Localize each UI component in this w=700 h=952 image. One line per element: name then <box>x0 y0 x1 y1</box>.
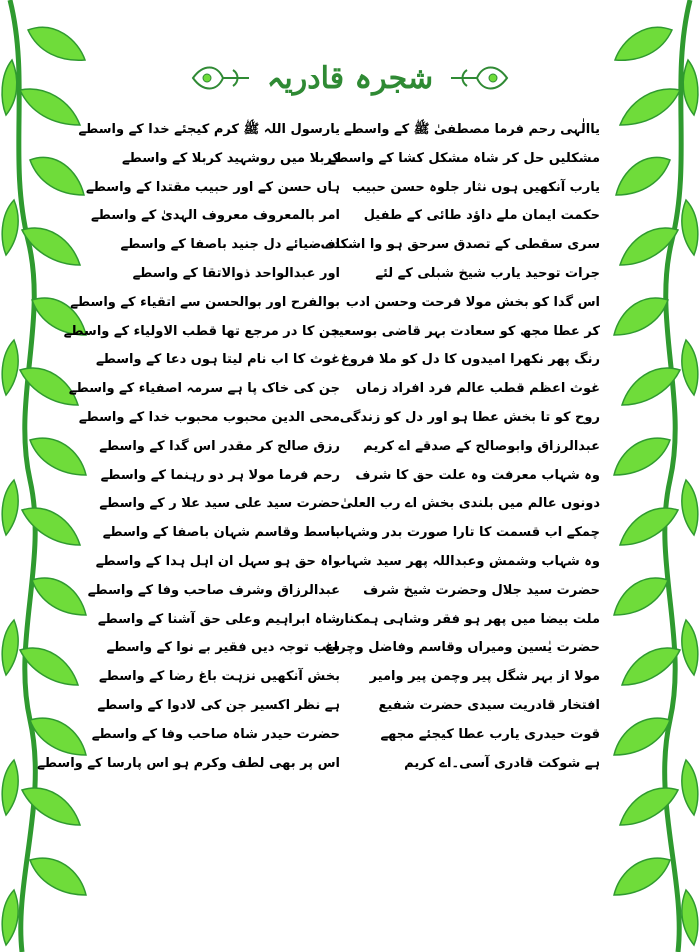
verse-second-line: اور عبدالواحد ذوالاتقا کے واسطے <box>132 265 340 281</box>
verse-first-line: دونوں عالم میں بلندی بخش اے رب العلیٰ <box>340 496 600 512</box>
title-banner <box>0 50 700 106</box>
verse-second-line: حضرت سید علی سید علا ر کے واسطے <box>99 496 340 512</box>
verse-first-line: حکمت ایمان ملے داؤد طائی کے طفیل <box>363 208 600 224</box>
verse-first-line: وہ شہاب وشمش وعبداللہ پھر سید شہاب <box>333 553 600 569</box>
verse-first-line: جرات توحید یارب شیخ شبلی کے لئے <box>375 265 600 281</box>
verse-second-line: رزق صالح کر مقدر اس گدا کے واسطے <box>99 438 340 454</box>
verse-first-line: وہ شہاب معرفت وہ علت حق کا شرف <box>355 467 600 483</box>
verse-second-line: امر بالمعروف معروف الہدیٰ کے واسطے <box>91 208 340 224</box>
verse-second-line: سب توجہ دیں فقیر بے نوا کے واسطے <box>106 640 340 656</box>
ornament-left-icon <box>189 60 253 96</box>
verse-second-line: ہے نظر اکسیر جن کی لادوا کے واسطے <box>97 697 340 713</box>
verse-second-line: شاہ ابراہیم وعلی حق آشنا کے واسطے <box>97 611 340 627</box>
verse-row <box>100 519 600 548</box>
verse-row <box>70 289 600 318</box>
verse-second-line: دے ضیائے دل جنید باصفا کے واسطے <box>120 237 340 253</box>
verse-row <box>100 231 600 260</box>
verse-row <box>100 634 600 663</box>
verse-first-line: مشکلیں حل کر شاہ مشکل کشا کے واسطے <box>328 150 600 166</box>
verse-first-line: ہے شوکت قادری آسی۔اے کریم <box>404 755 600 771</box>
verse-row <box>100 433 600 462</box>
verse-row <box>100 490 600 519</box>
verse-row <box>91 721 600 750</box>
verse-first-line: قوت حیدری یارب عطا کیجئے مجھے <box>380 726 600 742</box>
verse-row <box>87 577 600 606</box>
verse-row <box>86 174 600 203</box>
verse-second-line: غوث کا اب نام لیتا ہوں دعا کے واسطے <box>95 352 340 368</box>
verse-first-line: چمکے اب قسمت کا تارا صورت بدر وشہاب <box>331 525 600 541</box>
verse-first-line: یارب آنکھیں ہوں نثار جلوہ حسن حبیب <box>352 179 600 195</box>
verse-first-line: حضرت یٰسین ومیراں وقاسم وفاضل وچراغ <box>324 640 600 656</box>
verse-first-line: مولا از بہر شگل پیر وچمن پیر وامیر <box>369 669 600 685</box>
vine-leaf-icon <box>610 0 700 952</box>
verse-first-line: حضرت سید جلال وحضرت شیخ شرف <box>363 582 600 598</box>
verse-first-line: غوث اعظم قطب عالم فرد افراد زماں <box>355 381 600 397</box>
verse-second-line: بخش آنکھیں نزہت باغ رضا کے واسطے <box>99 669 340 685</box>
verse-second-line: رحم فرما مولا ہر دو رہنما کے واسطے <box>100 467 340 483</box>
verse-second-line: اس پر بھی لطف وکرم ہو اس پارسا کے واسطے <box>37 755 340 771</box>
verse-second-line: بوالفرح اور بوالحسن سے اتقیاء کے واسطے <box>70 294 340 310</box>
verse-row <box>95 548 600 577</box>
verse-second-line: محی الدین محبوب محبوب خدا کے واسطے <box>78 409 340 425</box>
verse-first-line: ملت بیضا میں پھر ہو فقر وشاہی ہمکنار <box>336 611 600 627</box>
left-vine-border <box>0 0 90 952</box>
verse-second-line: جن کی خاک پا ہے سرمہ اصفیاء کے واسطے <box>68 381 340 397</box>
verse-row <box>63 318 600 347</box>
verse-row <box>100 663 600 692</box>
verse-row <box>68 375 600 404</box>
verse-row <box>100 145 600 174</box>
ornament-right-icon <box>447 60 511 96</box>
verse-first-line: یاالٰہی رحم فرما مصطفیٰ ﷺ کے واسطے <box>343 122 600 137</box>
verse-list <box>37 116 600 778</box>
verse-first-line: اس گدا کو بخش مولا فرحت وحسن ادب <box>345 294 600 310</box>
verse-row <box>37 750 600 779</box>
verse-row <box>100 462 600 491</box>
verse-row <box>91 202 600 231</box>
verse-second-line: حضرت حیدر شاہ صاحب وفا کے واسطے <box>91 726 340 742</box>
verse-second-line: ہاں حسن کے اور حبیب مقتدا کے واسطے <box>86 179 340 195</box>
verse-second-line: یارسول اللہ ﷺ کرم کیجئے خدا کے واسطے <box>78 122 340 137</box>
verse-first-line: کر عطا مجھ کو سعادت بہر قاضی بوسعید <box>331 323 600 339</box>
verse-row <box>97 606 600 635</box>
verse-row <box>78 404 600 433</box>
verse-row <box>97 692 600 721</box>
verse-first-line: افتخار قادریت سیدی حضرت شفیع <box>378 697 600 713</box>
verse-first-line: سری سقطی کے تصدق سرحق ہو وا اشکاف <box>320 237 600 253</box>
verse-first-line: عبدالرزاق وابوصالح کے صدقے اے کریم <box>363 438 600 454</box>
vine-leaf-icon <box>0 0 90 952</box>
verse-row <box>78 116 600 145</box>
verse-row <box>95 346 600 375</box>
verse-first-line: رنگ پھر نکھرا امیدوں کا دل کو ملا فروغ <box>340 352 600 368</box>
verse-second-line: راہ حق ہو سہل ان اہل ہدا کے واسطے <box>95 553 340 569</box>
verse-second-line: باسط وقاسم شہان باصفا کے واسطے <box>102 525 340 541</box>
verse-second-line: کربلا میں روشہید کربلا کے واسطے <box>121 150 340 166</box>
right-vine-border <box>610 0 700 952</box>
verse-first-line: روح کو تا بخش عطا ہو اور دل کو زندگی <box>339 409 600 425</box>
page-title: شجرہ قادریہ <box>266 60 434 96</box>
verse-second-line: عبدالرزاق وشرف صاحب وفا کے واسطے <box>87 582 340 598</box>
verse-row <box>100 260 600 289</box>
verse-second-line: جن کا در مرجع تھا قطب الاولیاء کے واسطے <box>63 323 340 339</box>
